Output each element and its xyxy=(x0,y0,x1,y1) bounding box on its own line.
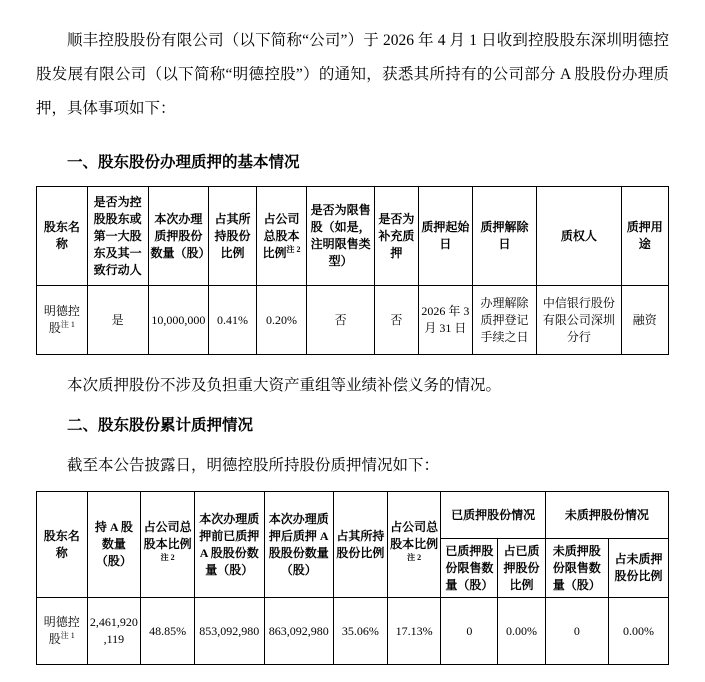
spacer-before-table2 xyxy=(0,483,705,491)
table2-cell-shareholder-note: 注 1 xyxy=(60,631,75,640)
table1-header-row xyxy=(37,187,669,286)
table1-cell-pledged-amount: 10,000,000 xyxy=(148,286,209,355)
table1-col-shareholder: 股东名称 xyxy=(37,187,88,286)
table2-col-ratio-of-total-label: 占公司总股本比例 xyxy=(390,520,439,551)
table1-cell-shareholder-label: 明德控股 xyxy=(43,304,80,335)
table1-col-pledgee: 质权人 xyxy=(537,187,622,286)
table2-cell-ratio-of-total-capital: 48.85% xyxy=(141,598,195,665)
table2-cell-pledged-after: 863,092,980 xyxy=(264,598,334,665)
table2-group-pledged: 已质押股份情况 xyxy=(441,492,545,539)
spacer-before-table1 xyxy=(0,178,705,186)
table-row xyxy=(37,286,669,355)
spacer-before-section1 xyxy=(0,126,705,148)
section1-heading: 一、股东股份办理质押的基本情况 xyxy=(67,154,300,171)
table2-col-unpledged-restricted-amount: 未质押股份限售数量（股） xyxy=(545,539,608,598)
table2-cell-unpledged-restricted-ratio: 0.00% xyxy=(608,598,668,665)
table2-col-pledged-after: 本次办理质押后质押 A 股股份数量（股） xyxy=(264,492,334,598)
table1-cell-is-supplementary: 否 xyxy=(374,286,418,355)
table2-col-ratio-of-total xyxy=(387,492,441,598)
table2-col-ratio-of-held: 占其所持股份比例 xyxy=(334,492,388,598)
table1-cell-shareholder xyxy=(37,286,88,355)
table2-col-shareholder: 股东名称 xyxy=(37,492,88,598)
table-row xyxy=(37,598,669,665)
table2-col-pledged-restricted-ratio: 占已质押股份比例 xyxy=(498,539,545,598)
table1-col-ratio-of-total xyxy=(256,187,307,286)
table2-col-ratio-of-total-note: 注 2 xyxy=(407,553,422,562)
table1-cell-release-date: 办理解除质押登记手续之日 xyxy=(472,286,536,355)
table2-cell-shareholder-label: 明德控股 xyxy=(43,615,80,646)
spacer-after-table1 xyxy=(0,355,705,369)
table1-col-ratio-of-held: 占其所持股份比例 xyxy=(209,187,256,286)
table2-col-a-share-count: 持 A 股数量（股） xyxy=(87,492,141,598)
table1-col-release-date: 质押解除日 xyxy=(472,187,536,286)
table1-cell-shareholder-note: 注 1 xyxy=(60,320,75,329)
table1-cell-is-controlling: 是 xyxy=(87,286,148,355)
table2-cell-a-share-count: 2,461,920,119 xyxy=(87,598,141,665)
table1-cell-ratio-of-held: 0.41% xyxy=(209,286,256,355)
section2-paragraph: 截至本公告披露日，明德控股所持股份质押情况如下： xyxy=(67,457,440,474)
table2-col-ratio-of-total-capital xyxy=(141,492,195,598)
pledge-basic-info-table xyxy=(36,186,669,355)
table2-header-row-1 xyxy=(37,492,669,539)
table1-col-start-date: 质押起始日 xyxy=(418,187,472,286)
intro-paragraph: 顺丰控股股份有限公司（以下简称“公司”）于 2026 年 4 月 1 日收到控股股东深圳明德控股发展有限公司（以下简称“明德控股”）的通知，获悉其所持有的公司部分 A 股股份办理质押，具体事项如下： xyxy=(36,32,669,117)
table1-col-is-restricted: 是否为限售股（如是，注明限售类型） xyxy=(307,187,375,286)
spacer-after-section2-heading xyxy=(0,441,705,449)
table2-col-ratio-of-total-capital-label: 占公司总股本比例 xyxy=(143,520,192,551)
table1-cell-is-restricted: 否 xyxy=(307,286,375,355)
table2-cell-pledged-restricted-ratio: 0.00% xyxy=(498,598,545,665)
spacer-before-section2 xyxy=(0,403,705,411)
cumulative-pledge-table xyxy=(36,491,669,665)
table2-cell-pledged-before: 853,092,980 xyxy=(194,598,264,665)
table1-cell-purpose: 融资 xyxy=(621,286,668,355)
table2-col-unpledged-restricted-ratio: 占未质押股份比例 xyxy=(608,539,668,598)
table1-col-pledged-amount: 本次办理质押股份数量（股） xyxy=(148,187,209,286)
table1-col-is-supplementary: 是否为补充质押 xyxy=(374,187,418,286)
top-spacer xyxy=(0,0,705,14)
table1-cell-ratio-of-total: 0.20% xyxy=(256,286,307,355)
table1-col-purpose: 质押用途 xyxy=(621,187,668,286)
table2-col-ratio-of-total-capital-note: 注 2 xyxy=(160,553,175,562)
table2-cell-shareholder xyxy=(37,598,88,665)
section2-heading: 二、股东股份累计质押情况 xyxy=(67,417,254,434)
table1-cell-start-date: 2026 年 3 月 31 日 xyxy=(418,286,472,355)
table2-col-pledged-before: 本次办理质押前已质押 A 股股份数量（股） xyxy=(194,492,264,598)
table2-group-unpledged: 未质押股份情况 xyxy=(545,492,668,539)
table1-col-is-controlling: 是否为控股股东或第一大股东及其一致行动人 xyxy=(87,187,148,286)
table2-cell-ratio-of-held: 35.06% xyxy=(334,598,388,665)
table1-cell-pledgee: 中信银行股份有限公司深圳分行 xyxy=(537,286,622,355)
table2-cell-ratio-of-total: 17.13% xyxy=(387,598,441,665)
middle-paragraph: 本次质押股份不涉及负担重大资产重组等业绩补偿义务的情况。 xyxy=(67,377,502,394)
table1-col-ratio-of-total-note: 注 2 xyxy=(286,244,301,254)
table2-cell-pledged-restricted-amount: 0 xyxy=(441,598,498,665)
table2-cell-unpledged-restricted-amount: 0 xyxy=(545,598,608,665)
table2-col-pledged-restricted-amount: 已质押股份限售数量（股） xyxy=(441,539,498,598)
table1-col-ratio-of-total-label: 占公司总股本比例 xyxy=(262,211,300,260)
